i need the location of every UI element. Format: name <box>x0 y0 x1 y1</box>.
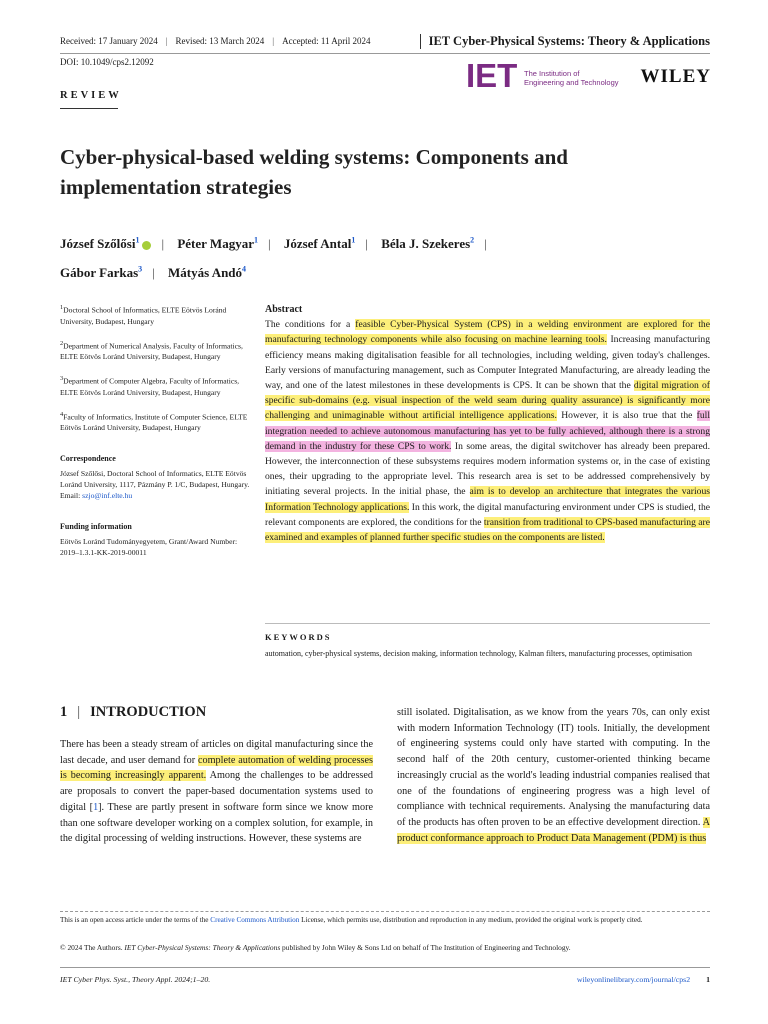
journal-url-link[interactable]: wileyonlinelibrary.com/journal/cps2 <box>576 975 691 984</box>
iet-logo-line2: Engineering and Technology <box>524 78 619 87</box>
highlight: aim is to develop an architecture that integrates the various Information Technology applications. <box>265 486 710 513</box>
affiliation: $^1$Doctoral School of Informatics, ELTE Eötvös Loránd University, Budapest, Hungary <box>60 304 227 326</box>
highlight: full integration needed to achieve autonomous manufacturing has yet to be fully achieved, although there is a strong demand in the industry for these CPS to work. <box>265 410 710 452</box>
license-link[interactable]: Creative Commons Attribution <box>210 916 300 924</box>
publisher-logos <box>466 58 711 92</box>
article-dates-bar <box>60 36 710 52</box>
license-note: This is an open access article under the terms of the Creative Commons Attribution License, which permits use, distribution and reproduction in any medium, provided the original work is properly cited. <box>60 916 643 924</box>
author-name[interactable]: Péter Magyar$^1$ <box>177 236 258 252</box>
iet-logo-mark: IET <box>466 58 518 90</box>
email-link[interactable]: szjo@inf.elte.hu <box>82 491 133 501</box>
revised-date: Revised: 13 March 2024 <box>175 36 265 46</box>
received-date: Received: 17 January 2024 <box>60 36 158 46</box>
funding-heading: Funding information <box>60 522 132 532</box>
abstract-heading: Abstract <box>265 304 303 315</box>
page-footer <box>60 975 710 984</box>
affiliation: $^4$Faculty of Informatics, Institute of Computer Science, ELTE Eötvös Loránd University, Budapest, Hungary <box>60 410 248 433</box>
correspondence-text: József Szőlősi, Doctoral School of Informatics, ELTE Eötvös Loránd University, 1117, Pázmány P. 1/C, Budapest, Hungary. Email: szjo@inf.elte.hu <box>60 469 250 501</box>
journal-name: IET Cyber-Physical Systems: Theory & Applications <box>420 34 710 49</box>
highlight: A product conformance approach to Product Data Management (PDM) is thus <box>397 816 710 844</box>
date-separator: | <box>165 36 168 46</box>
date-separator: | <box>272 36 275 46</box>
affiliation: $^2$Department of Numerical Analysis, Faculty of Informatics, ELTE Eötvös Loránd University, Budapest, Hungary <box>60 339 243 362</box>
author-name[interactable]: Gábor Farkas$^3$ <box>60 264 143 280</box>
doi[interactable]: DOI: 10.1049/cps2.12092 <box>60 57 154 67</box>
funding-text: Eötvös Loránd Tudományegyetem, Grant/Award Number: 2019–1.3.1-KK-2019-00011 <box>60 537 238 558</box>
body-column-right: still isolated. Digitalisation, as we know from the years 70s, can only exist with modern Information Technology (IT) tools. Initially, the development of engineering systems could only have started with computing. In the second half of the 20th century, customer-oriented thinking became increasingly crucial as the world's leading industrial companies realised that one of the foundations of engineering progress was a high level of compliance with technical requirements. Analysing the manufacturing data of the products has often proven to be an effective development direction. A product conformance approach to Product Data Management (PDM) is thus <box>397 707 710 844</box>
affiliations-sidebar <box>60 302 250 569</box>
footer-citation: IET Cyber Phys. Syst., Theory Appl. 2024;1–20. <box>60 975 211 984</box>
article-type: REVIEW <box>60 90 122 101</box>
accepted-date: Accepted: 11 April 2024 <box>282 36 371 46</box>
license-rule <box>60 911 710 912</box>
article-type-rule <box>60 108 118 109</box>
iet-logo-text <box>524 69 619 87</box>
keywords-heading: KEYWORDS <box>265 632 332 642</box>
correspondence-heading: Correspondence <box>60 454 116 464</box>
highlight: transition from traditional to CPS-based manufacturing are examined and examples of planned further specific studies on the components are listed. <box>265 516 711 544</box>
header-rule <box>60 53 710 54</box>
author-list: József Szőlősi$^1$ | Péter Magyar$^1$ | József Antal$^1$ | Béla J. Szekeres$^2$ | Gábor Farkas$^3$ | Mátyás Andó$^4$ <box>60 236 487 280</box>
footer-rule <box>60 967 710 968</box>
article-title: Cyber-physical-based welding systems: Components and implementation strategies <box>60 145 568 199</box>
abstract: Abstract The conditions for a feasible Cyber-Physical System (CPS) in a welding environment are explored for the manufacturing technology components while also focusing on machine learning tools. Increasing manufacturing efficiency means making digitalisation feasible for all technologies, including welding, given today's challenges. Early versions of manufacturing management, such as Computer Integrated Manufacturing, are already leading the way, and one of the latest milestones in these developments is CPS. It can be shown that the digital migration of specific sub-domains (e.g. visual inspection of the weld seam during quality assurance) is significantly more challenging and unimaginable without artificial intelligence applications. However, it is also true that the full integration needed to achieve autonomous manufacturing has yet to be fully achieved, although there is a strong demand in the industry for these CPS to work. In some areas, the digital switchover has already been prepared. However, the interconnection of these subsystems requires modern information systems or, in the case of existing ones, their upgrading to the appropriate level. This research area is set to be addressed comprehensively by initiating several projects. In the initial phase, the aim is to develop an architecture that integrates the various Information Technology applications. In this work, the digital manufacturing environment under CPS is studied, the relevant components are explored, the conditions for the transition from traditional to CPS-based manufacturing are examined and examples of planned further specific studies on the components are listed. <box>265 304 711 544</box>
highlight: feasible Cyber-Physical System (CPS) in a welding environment are explored for the manufacturing technology components while also focusing on machine learning tools. <box>265 319 710 346</box>
keywords <box>265 632 710 659</box>
highlight: complete automation of welding processes is becoming increasingly apparent. <box>60 754 373 782</box>
wiley-logo: WILEY <box>640 66 711 87</box>
iet-logo-icon <box>466 58 522 90</box>
keywords-rule <box>265 623 710 624</box>
author-name[interactable]: Béla J. Szekeres$^2$ <box>381 236 475 252</box>
highlight: digital migration of specific sub-domains (e.g. visual inspection of the weld seam during quality assurance) is significantly more challenging and unimaginable without artificial intelligence applications. <box>265 380 710 422</box>
section-heading: 1 | INTRODUCTION <box>60 704 207 720</box>
author-name[interactable]: József Szőlősi$^1$ <box>60 236 140 252</box>
orcid-icon[interactable] <box>142 241 151 250</box>
page-number: 1 <box>706 975 710 984</box>
iet-logo-line1: The Institution of <box>524 69 580 78</box>
author-name[interactable]: Mátyás Andó$^4$ <box>168 264 247 280</box>
keywords-list: automation, cyber-physical systems, decision making, information technology, Kalman filters, manufacturing processes, optimisation <box>265 648 692 658</box>
body-column-left: There has been a steady stream of articles on digital manufacturing since the last decade, and user demand for complete automation of welding processes is becoming increasingly apparent. Among the challenges to be addressed are proposals to convert the paper-based documentation systems used to digital [1]. These are partly present in software form since we know more than one software developer working on a complex solution, for example, in the digital processing of welding instructions. However, these systems are <box>60 739 373 845</box>
reference-link[interactable]: 1 <box>93 801 99 813</box>
author-name[interactable]: József Antal$^1$ <box>283 236 356 252</box>
copyright: © 2024 The Authors. IET Cyber-Physical Systems: Theory & Applications published by John Wiley & Sons Ltd on behalf of The Institution of Engineering and Technology. <box>60 943 571 952</box>
affiliation: $^3$Department of Computer Algebra, Faculty of Informatics, ELTE Eötvös Loránd University, Budapest, Hungary <box>60 375 240 397</box>
